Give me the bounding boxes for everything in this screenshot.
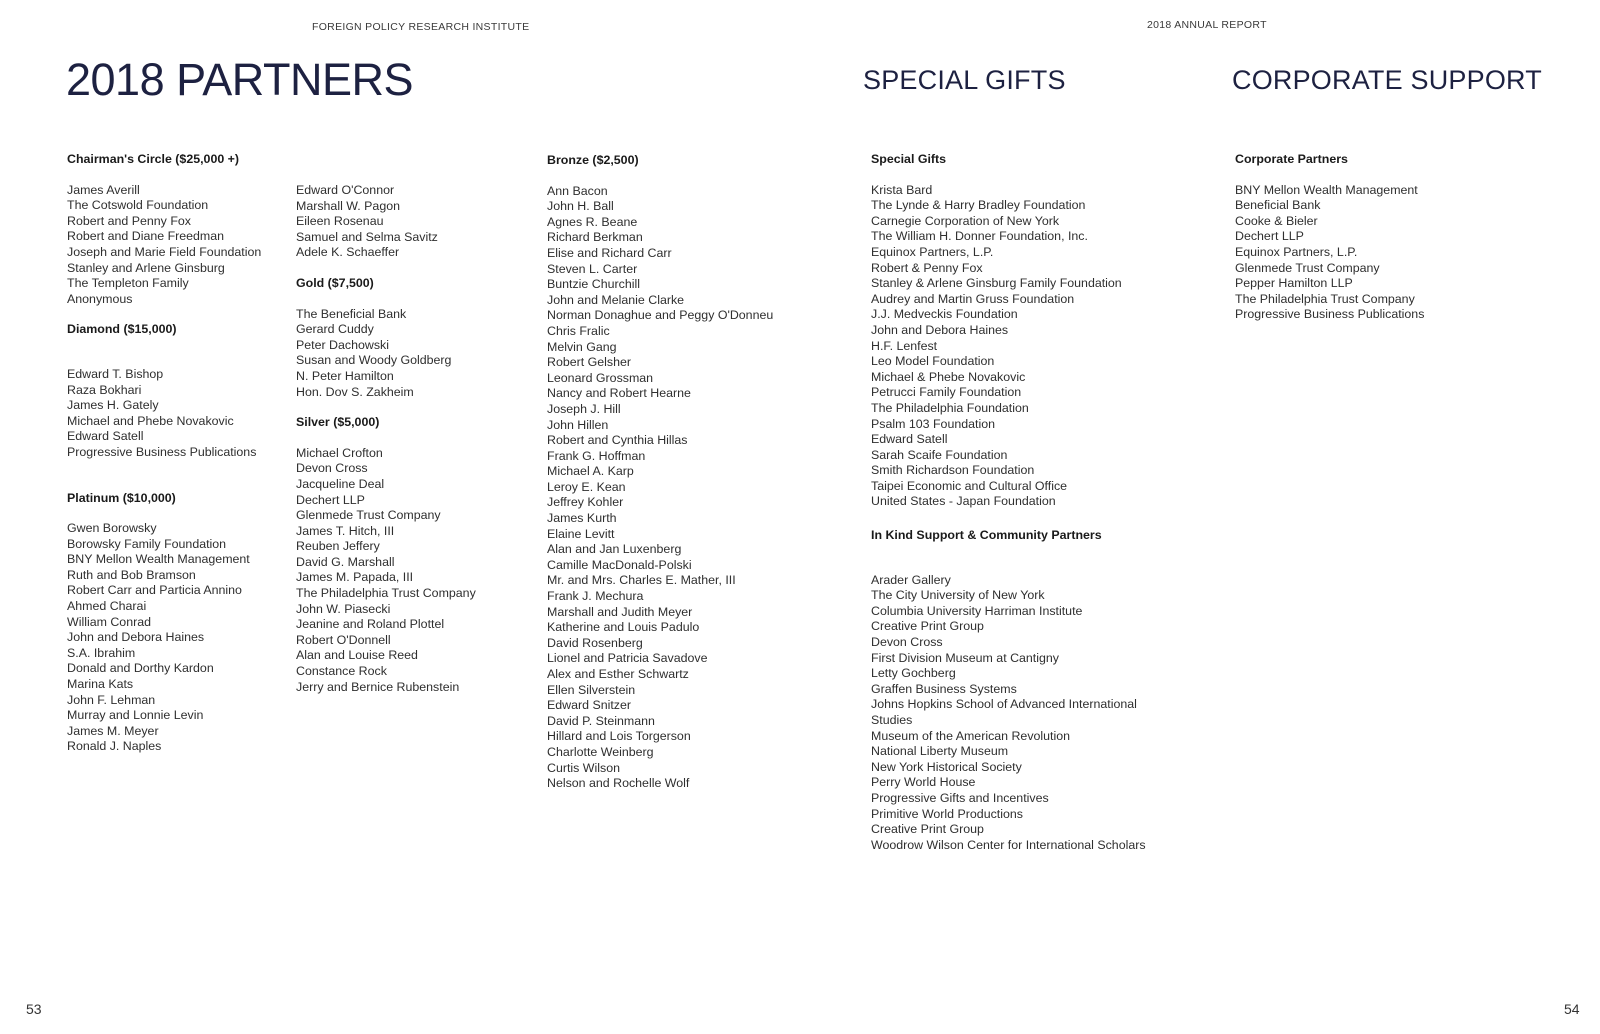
list-item: John Hillen [547, 417, 609, 432]
list-item: Robert Carr and Particia Annino [67, 583, 242, 598]
page-title-partners: 2018 PARTNERS [66, 54, 413, 105]
list-item: Reuben Jeffery [296, 539, 380, 554]
list-item: Arader Gallery [871, 572, 951, 587]
list-item: Creative Print Group [871, 619, 984, 634]
list-item: Donald and Dorthy Kardon [67, 661, 214, 676]
list-item: Perry World House [871, 775, 976, 790]
list-item: BNY Mellon Wealth Management [67, 552, 250, 567]
list-item: Elaine Levitt [547, 526, 615, 541]
list-item: Alan and Louise Reed [296, 648, 418, 663]
list-item: Michael and Phebe Novakovic [67, 413, 234, 428]
list-item: James H. Gately [67, 398, 159, 413]
list-item: Progressive Gifts and Incentives [871, 790, 1049, 805]
list-item: Charlotte Weinberg [547, 744, 654, 759]
list-item: Katherine and Louis Padulo [547, 620, 700, 635]
list-item: Edward Satell [67, 429, 144, 444]
heading-silver: Silver ($5,000) [296, 415, 380, 430]
list-item: Jeanine and Roland Plottel [296, 617, 445, 632]
list-item: Ellen Silverstein [547, 682, 636, 697]
list-item: David Rosenberg [547, 635, 643, 650]
section-title-special-gifts: SPECIAL GIFTS [863, 65, 1066, 95]
list-item: Sarah Scaife Foundation [871, 447, 1008, 462]
list-item: Glenmede Trust Company [1235, 260, 1380, 275]
list-item: S.A. Ibrahim [67, 645, 136, 660]
list-item: Audrey and Martin Gruss Foundation [871, 291, 1075, 306]
list-item: The Templeton Family [67, 276, 189, 291]
list-item: Steven L. Carter [547, 261, 638, 276]
list-item: Anonymous [67, 291, 133, 306]
list-item: Norman Donaghue and Peggy O'Donneu [547, 308, 774, 323]
list-item: Michael Crofton [296, 445, 383, 460]
list-item: James M. Meyer [67, 723, 159, 738]
list-item: The Lynde & Harry Bradley Foundation [871, 198, 1086, 213]
list-item: Jerry and Bernice Rubenstein [296, 679, 460, 694]
list-corporate-partners [1235, 183, 1424, 323]
list-item: Frank J. Mechura [547, 589, 644, 604]
list-item: Nancy and Robert Hearne [547, 386, 691, 401]
list-item: Marshall W. Pagon [296, 198, 400, 213]
list-item: First Division Museum at Cantigny [871, 650, 1059, 665]
list-item: N. Peter Hamilton [296, 368, 394, 383]
list-item: The William H. Donner Foundation, Inc. [871, 229, 1088, 244]
list-item: New York Historical Society [871, 759, 1022, 774]
list-item: Chris Fralic [547, 323, 610, 338]
list-item: Taipei Economic and Cultural Office [871, 478, 1068, 493]
running-head-right: 2018 ANNUAL REPORT [1147, 19, 1267, 31]
list-item: Raza Bokhari [67, 382, 142, 397]
list-item: Graffen Business Systems [871, 681, 1017, 696]
column-4 [871, 152, 1146, 853]
list-item: Marina Kats [67, 677, 134, 692]
list-item: David G. Marshall [296, 554, 395, 569]
list-bronze [547, 184, 773, 792]
list-item: Robert and Diane Freedman [67, 229, 225, 244]
list-item: John and Debora Haines [67, 630, 205, 645]
list-item: Alan and Jan Luxenberg [547, 542, 682, 557]
list-item: Leo Model Foundation [871, 354, 995, 369]
page-number-left: 53 [26, 1001, 42, 1017]
list-item: Mr. and Mrs. Charles E. Mather, III [547, 573, 736, 588]
list-item: The Beneficial Bank [296, 306, 407, 321]
list-item: John and Debora Haines [871, 322, 1009, 337]
list-item: Jacqueline Deal [296, 476, 385, 491]
list-item: The Philadelphia Trust Company [1235, 291, 1415, 306]
list-item: Edward T. Bishop [67, 366, 164, 381]
list-item: Michael & Phebe Novakovic [871, 369, 1026, 384]
list-item: Leroy E. Kean [547, 479, 626, 494]
list-item: Dechert LLP [296, 492, 365, 507]
list-item: Primitive World Productions [871, 806, 1023, 821]
list-item: Edward Snitzer [547, 698, 632, 713]
list-item: Joseph J. Hill [547, 401, 621, 416]
list-item: Gerard Cuddy [296, 322, 374, 337]
list-diamond [67, 367, 261, 461]
list-item: Lionel and Patricia Savadove [547, 651, 708, 666]
list-item: Studies [871, 713, 913, 727]
list-item: David P. Steinmann [547, 713, 655, 728]
list-item: Dechert LLP [1235, 229, 1304, 244]
column-1 [67, 152, 261, 755]
list-item: Creative Print Group [871, 822, 984, 837]
list-item: Woodrow Wilson Center for International Scholars [871, 837, 1146, 852]
list-item: Petrucci Family Foundation [871, 385, 1022, 400]
list-item: Stanley and Arlene Ginsburg [67, 260, 225, 275]
column-5 [1235, 152, 1424, 323]
list-item: Elise and Richard Carr [547, 245, 672, 260]
list-item: Ruth and Bob Bramson [67, 567, 196, 582]
list-item: James Kurth [547, 511, 617, 526]
list-item: Joseph and Marie Field Foundation [67, 244, 262, 259]
list-item: Robert and Cynthia Hillas [547, 433, 688, 448]
list-item: Nelson and Rochelle Wolf [547, 776, 690, 791]
list-item: Susan and Woody Goldberg [296, 353, 452, 368]
list-item: Krista Bard [871, 182, 933, 197]
list-item: Michael A. Karp [547, 464, 634, 479]
list-item: Devon Cross [871, 635, 943, 650]
list-item: Peter Dachowski [296, 337, 389, 352]
list-item: Museum of the American Revolution [871, 728, 1071, 743]
list-item: Psalm 103 Foundation [871, 416, 995, 431]
list-item: Progressive Business Publications [1235, 307, 1425, 322]
list-item: Stanley & Arlene Ginsburg Family Foundation [871, 276, 1122, 291]
list-item: Ahmed Charai [67, 599, 147, 614]
list-item: Leonard Grossman [547, 370, 654, 385]
heading-corporate-partners: Corporate Partners [1235, 152, 1348, 166]
column-2 [296, 183, 476, 695]
list-item: Eileen Rosenau [296, 214, 384, 229]
list-item: Richard Berkman [547, 230, 643, 245]
list-item: John W. Piasecki [296, 601, 391, 616]
list-item: Progressive Business Publications [67, 444, 257, 459]
list-item: John H. Ball [547, 199, 614, 214]
column-3 [547, 153, 773, 792]
list-item: Constance Rock [296, 664, 387, 679]
list-item: Buntzie Churchill [547, 277, 640, 292]
list-item: BNY Mellon Wealth Management [1235, 182, 1418, 197]
list-platinum [67, 521, 261, 755]
list-item: William Conrad [67, 614, 151, 629]
list-item: John F. Lehman [67, 692, 156, 707]
page-number-right: 54 [1564, 1001, 1580, 1017]
list-item: Adele K. Schaeffer [296, 245, 400, 260]
list-silver [296, 446, 476, 696]
list-item: Camille MacDonald-Polski [547, 557, 692, 572]
list-item: Ronald J. Naples [67, 739, 162, 754]
list-chairmans-circle [67, 183, 261, 308]
list-item: The Philadelphia Foundation [871, 400, 1029, 415]
list-item: James M. Papada, III [296, 570, 414, 585]
list-item: Curtis Wilson [547, 760, 620, 775]
list-item: United States - Japan Foundation [871, 494, 1056, 509]
list-item: J.J. Medveckis Foundation [871, 307, 1018, 322]
section-title-corporate-support: CORPORATE SUPPORT [1232, 65, 1542, 95]
heading-gold: Gold ($7,500) [296, 275, 374, 290]
list-item: John and Melanie Clarke [547, 292, 685, 307]
list-item: Edward Satell [871, 432, 948, 447]
heading-chairmans-circle: Chairman's Circle ($25,000 +) [67, 152, 240, 166]
list-item: Marshall and Judith Meyer [547, 604, 693, 619]
list-item: Equinox Partners, L.P. [871, 244, 994, 259]
list-item: The City University of New York [871, 588, 1045, 603]
list-item: Johns Hopkins School of Advanced International [871, 697, 1137, 712]
list-item: Edward O'Connor [296, 183, 395, 197]
list-item: Columbia University Harriman Institute [871, 603, 1083, 618]
list-item: Pepper Hamilton LLP [1235, 276, 1353, 291]
list-item: Cooke & Bieler [1235, 213, 1318, 228]
list-item: Jeffrey Kohler [547, 495, 624, 510]
list-item: Ann Bacon [547, 183, 608, 198]
list-item: James T. Hitch, III [296, 523, 395, 538]
list-item: Agnes R. Beane [547, 214, 638, 229]
list-item: The Philadelphia Trust Company [296, 586, 476, 601]
list-item: Smith Richardson Foundation [871, 463, 1035, 478]
list-item: Samuel and Selma Savitz [296, 229, 438, 244]
list-item: Frank G. Hoffman [547, 448, 646, 463]
list-item: National Liberty Museum [871, 744, 1009, 759]
list-item: Glenmede Trust Company [296, 508, 441, 523]
list-item: Devon Cross [296, 461, 368, 476]
list-special-gifts [871, 183, 1146, 510]
heading-special-gifts: Special Gifts [871, 152, 947, 166]
list-item: Alex and Esther Schwartz [547, 667, 689, 681]
heading-bronze: Bronze ($2,500) [547, 153, 639, 167]
list-chairmans-circle-continued [296, 183, 476, 261]
list-item: The Cotswold Foundation [67, 198, 209, 213]
running-head-left: FOREIGN POLICY RESEARCH INSTITUTE [312, 21, 530, 33]
list-item: Melvin Gang [547, 339, 617, 354]
heading-platinum: Platinum ($10,000) [67, 490, 176, 505]
list-item: Carnegie Corporation of New York [871, 213, 1060, 228]
list-item: H.F. Lenfest [871, 338, 938, 353]
list-item: Hillard and Lois Torgerson [547, 729, 691, 744]
list-item: Hon. Dov S. Zakheim [296, 384, 414, 399]
list-item: Equinox Partners, L.P. [1235, 244, 1358, 259]
list-item: Borowsky Family Foundation [67, 536, 227, 551]
list-item: Robert O'Donnell [296, 632, 391, 647]
heading-diamond: Diamond ($15,000) [67, 322, 177, 337]
list-item: Gwen Borowsky [67, 521, 157, 536]
list-item: Robert and Penny Fox [67, 213, 191, 228]
heading-in-kind-support: In Kind Support & Community Partners [871, 528, 1102, 543]
list-item: Robert Gelsher [547, 355, 632, 370]
list-item: Robert & Penny Fox [871, 260, 983, 275]
list-item: James Averill [67, 182, 140, 197]
list-item: Letty Gochberg [871, 666, 956, 681]
list-item: Beneficial Bank [1235, 198, 1321, 213]
list-in-kind-support [871, 573, 1146, 854]
list-item: Murray and Lonnie Levin [67, 708, 204, 723]
list-gold [296, 307, 476, 401]
